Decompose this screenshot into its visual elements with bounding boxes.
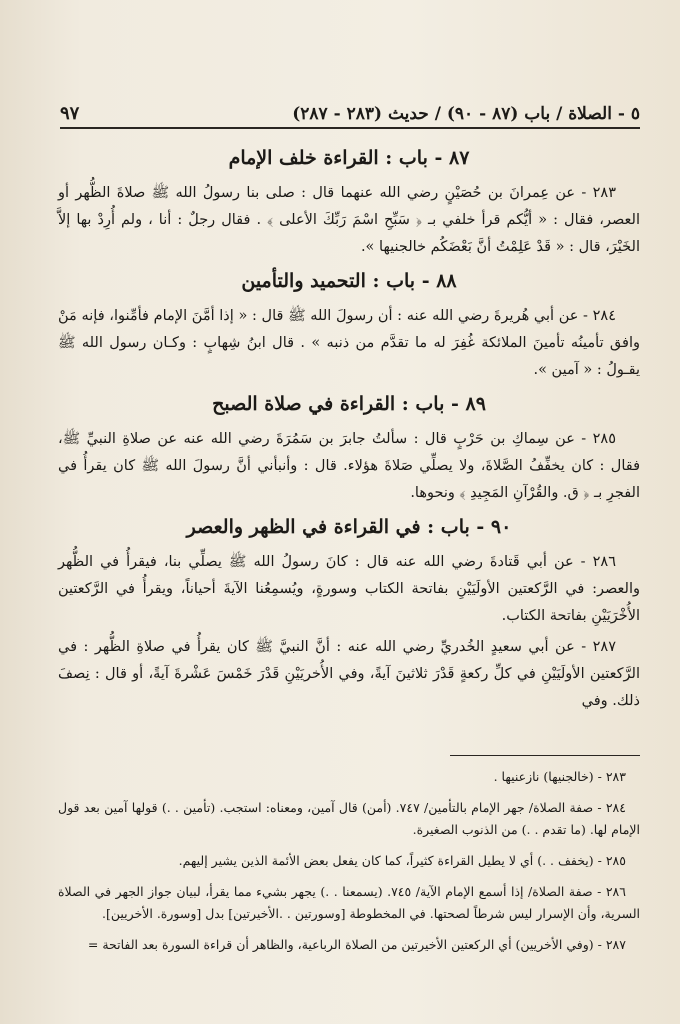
main-text — [58, 142, 640, 719]
footnote-divider — [450, 755, 640, 756]
page-number: ٩٧ — [60, 103, 80, 124]
footnote-286: ٢٨٦ - صفة الصلاة/ إذا أسمع الإمام الآية/ ٧٤٥. (يسمعنا . .) يجهر بشيء مما يقرأ، لبيان جواز الجهر في الصلاة السرية، وأن الإسرار ليس شرطاً لصحتها. في المخطوطة [وسورتين . .الأخيرتين] بدل [وسورة. الأخريين]. — [58, 884, 640, 921]
chapter-title-88: ٨٨ - باب : التحميد والتأمين — [241, 270, 457, 292]
hadith-283: ٢٨٣ - عن عِمرانَ بن حُصَيْنٍ رضي الله عنهما قال : صلى بنا رسولُ الله ﷺ صلاةَ الظُّهر أو العصر، فقال : « أيُّكم قرأ خلفي بـ ﴿ سَبِّحِ اسْمَ رَبِّكَ الأعلى ﴾ . فقال رجلٌ : أنا ، ولم أُرِدْ بها إلاَّ الخَيْرَ، قال : « قَدْ عَلِمْتُ أنَّ بَعْضَكُم خالجنيها ». — [58, 185, 640, 255]
footnote-287: ٢٨٧ - (وفي الأخريين) أي الركعتين الأخيرتين من الصلاة الرباعية، والظاهر أن قراءة السورة بعد الفاتحة = — [87, 937, 626, 952]
footnote-285: ٢٨٥ - (يخفف . .) أي لا يطيل القراءة كثيراً، كما كان يفعل بعض الأئمة الذين يشير إليهم. — [178, 853, 626, 868]
chapter-title-89: ٨٩ - باب : القراءة في صلاة الصبح — [212, 393, 486, 415]
hadith-287: ٢٨٧ - عن أبي سعيدٍ الخُدريِّ رضي الله عنه : أنَّ النبيَّ ﷺ كان يقرأُ في صلاةِ الظُّهر : في الرَّكعتين الأولَيَيْنِ في كلِّ ركعةٍ قَدْرَ ثلاثينَ آيةً، وفي الأُخريَيْنِ قَدْرَ خَمْسَ عَشْرةَ آيةً، أو قال : نِصفَ ذلك. وفي — [58, 639, 640, 709]
chapter-title-90: ٩٠ - باب : في القراءة في الظهر والعصر — [186, 516, 512, 538]
page-header — [60, 94, 640, 129]
footnotes — [58, 755, 640, 965]
hadith-286: ٢٨٦ - عن أبي قَتادةَ رضي الله عنه قال : كانَ رسولُ الله ﷺ يصلِّي بنا، فيقرأُ في الظُّهر والعصر: في الرَّكعتين الأولَيَيْنِ بفاتحة الكتاب وسورةٍ، ويُسمِعُنا الآيةَ أحياناً، ويقرأُ في الرَّكعتين الأُخْرَيَيْنِ بفاتحة الكتاب. — [58, 554, 640, 624]
footnote-283: ٢٨٣ - (خالجنيها) نازعنيها . — [493, 769, 626, 784]
running-title: ٥ - الصلاة / باب (٨٧ - ٩٠) / حديث (٢٨٣ - ٢٨٧) — [292, 104, 640, 124]
chapter-title-87: ٨٧ - باب : القراءة خلف الإمام — [228, 147, 470, 169]
hadith-284: ٢٨٤ - عن أبي هُريرةَ رضي الله عنه : أن رسولَ الله ﷺ قال : « إذا أمَّنَ الإمام فأمِّنوا، فإنه مَنْ وافق تأمينُه تأمينَ الملائكة غُفِرَ له ما تقدَّم من ذنبه » . قال ابنُ شِهابٍ : وكـان رسول الله ﷺ يقـولُ : « آمين ». — [58, 308, 640, 378]
hadith-285: ٢٨٥ - عن سِماكِ بن حَرْبٍ قال : سألتُ جابرَ بن سَمُرَةَ رضي الله عنه عن صلاةِ النبيِّ ﷺ، فقال : كان يخفِّفُ الصَّلاةَ، ولا يصلِّي صَلاةَ هؤلاء. قال : وأنبأني أنَّ رسولَ الله ﷺ كان يقرأُ في الفجرِ بـ ﴿ ق. والقُرْآنِ المَجِيدِ ﴾ ونحوها. — [58, 431, 640, 501]
footnote-284: ٢٨٤ - صفة الصلاة/ جهر الإمام بالتأمين/ ٧٤٧. (أمن) قال آمين، ومعناه: استجب. (تأمين . .) قولها آمين بعد قول الإمام لها. (ما تقدم . .) من الذنوب الصغيرة. — [58, 800, 640, 837]
